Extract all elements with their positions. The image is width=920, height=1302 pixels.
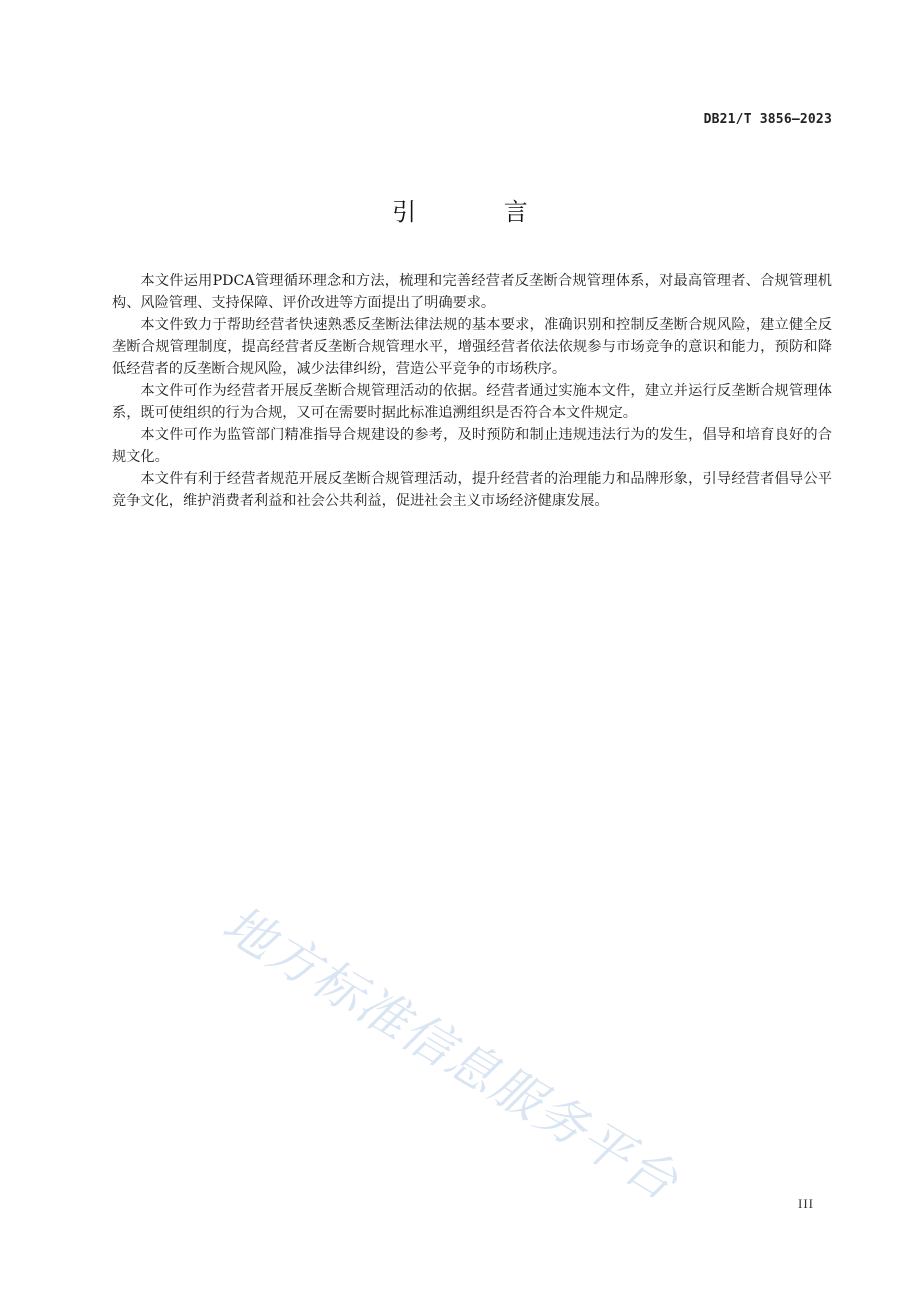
paragraph: 本文件有利于经营者规范开展反垄断合规管理活动，提升经营者的治理能力和品牌形象，引导经营者倡导公平竞争文化，维护消费者利益和社会公共利益，促进社会主义市场经济健康发展。 <box>112 471 832 509</box>
paragraph: 本文件运用PDCA管理循环理念和方法，梳理和完善经营者反垄断合规管理体系，对最高管理者、合规管理机构、风险管理、支持保障、评价改进等方面提出了明确要求。 <box>112 273 832 311</box>
section-title: 引 言 <box>392 198 568 226</box>
page-number: III <box>798 1196 814 1211</box>
document-code: DB21/T 3856—2023 <box>703 112 832 127</box>
paragraph: 本文件可作为经营者开展反垄断合规管理活动的依据。经营者通过实施本文件，建立并运行反垄断合规管理体系，既可使组织的行为合规，又可在需要时据此标准追溯组织是否符合本文件规定。 <box>112 383 832 421</box>
watermark: 地方标准信息服务平台 <box>213 894 689 1213</box>
paragraph: 本文件可作为监管部门精准指导合规建设的参考，及时预防和制止违规违法行为的发生，倡导和培育良好的合规文化。 <box>112 427 832 465</box>
introduction-body <box>112 270 832 512</box>
paragraph: 本文件致力于帮助经营者快速熟悉反垄断法律法规的基本要求，准确识别和控制反垄断合规风险，建立健全反垄断合规管理制度，提高经营者反垄断合规管理水平，增强经营者依法依规参与市场竞争的意识和能力，预防和降低经营者的反垄断合规风险，减少法律纠纷，营造公平竞争的市场秩序。 <box>112 317 832 377</box>
